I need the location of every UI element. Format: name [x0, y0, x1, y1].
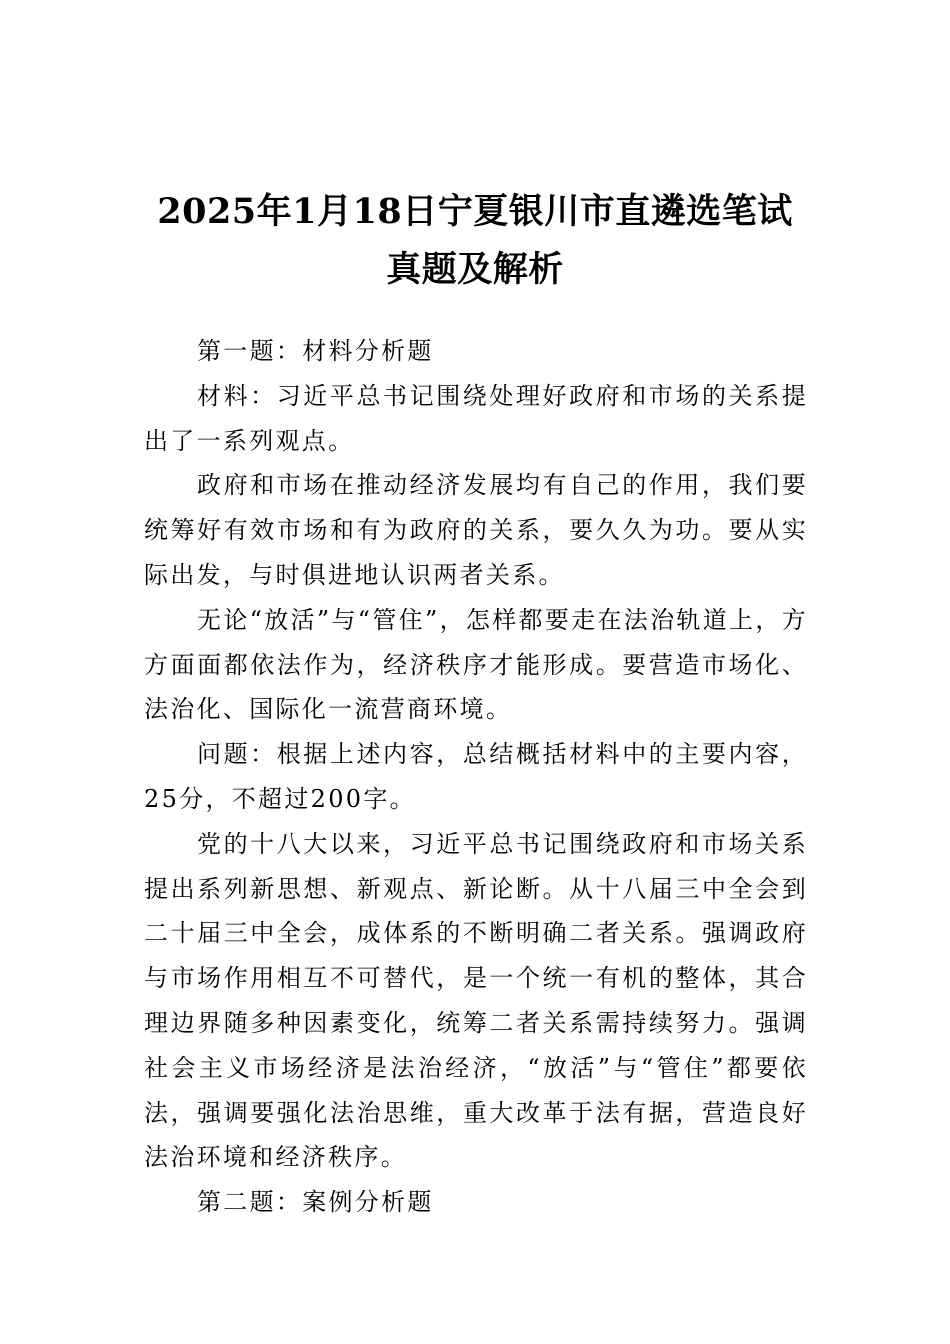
answer-paragraph: 党的十八大以来，习近平总书记围绕政府和市场关系提出系列新思想、新观点、新论断。从十八届三中全会到二十届三中全会，成体系的不断明确二者关系。强调政府与市场作用相互不可替代，是一个统一有机的整体，其合理边界随多种因素变化，统筹二者关系需持续努力。强调社会主义市场经济是法治经济，“放活”与“管住”都要依法，强调要强化法治思维，重大改革于法有据，营造良好法治环境和经济秩序。	[144, 829, 808, 1172]
material-paragraph-government-market: 政府和市场在推动经济发展均有自己的作用，我们要统筹好有效市场和有为政府的关系，要久久为功。要从实际出发，与时俱进地认识两者关系。	[144, 471, 808, 589]
question-paragraph: 问题：根据上述内容，总结概括材料中的主要内容，25分，不超过200字。	[144, 740, 808, 813]
document-body	[144, 329, 808, 1225]
section-heading-question-1: 第一题：材料分析题	[197, 337, 434, 365]
material-paragraph-rule-of-law: 无论“放活”与“管住”，怎样都要走在法治轨道上，方方面面都依法作为，经济秩序才能形成。要营造市场化、法治化、国际化一流营商环境。	[144, 605, 808, 724]
material-intro-paragraph: 材料：习近平总书记围绕处理好政府和市场的关系提出了一系列观点。	[144, 381, 808, 455]
section-heading-question-2: 第二题：案例分析题	[197, 1188, 434, 1217]
document-title: 2025年1月18日宁夏银川市直遴选笔试真题及解析	[157, 191, 793, 291]
